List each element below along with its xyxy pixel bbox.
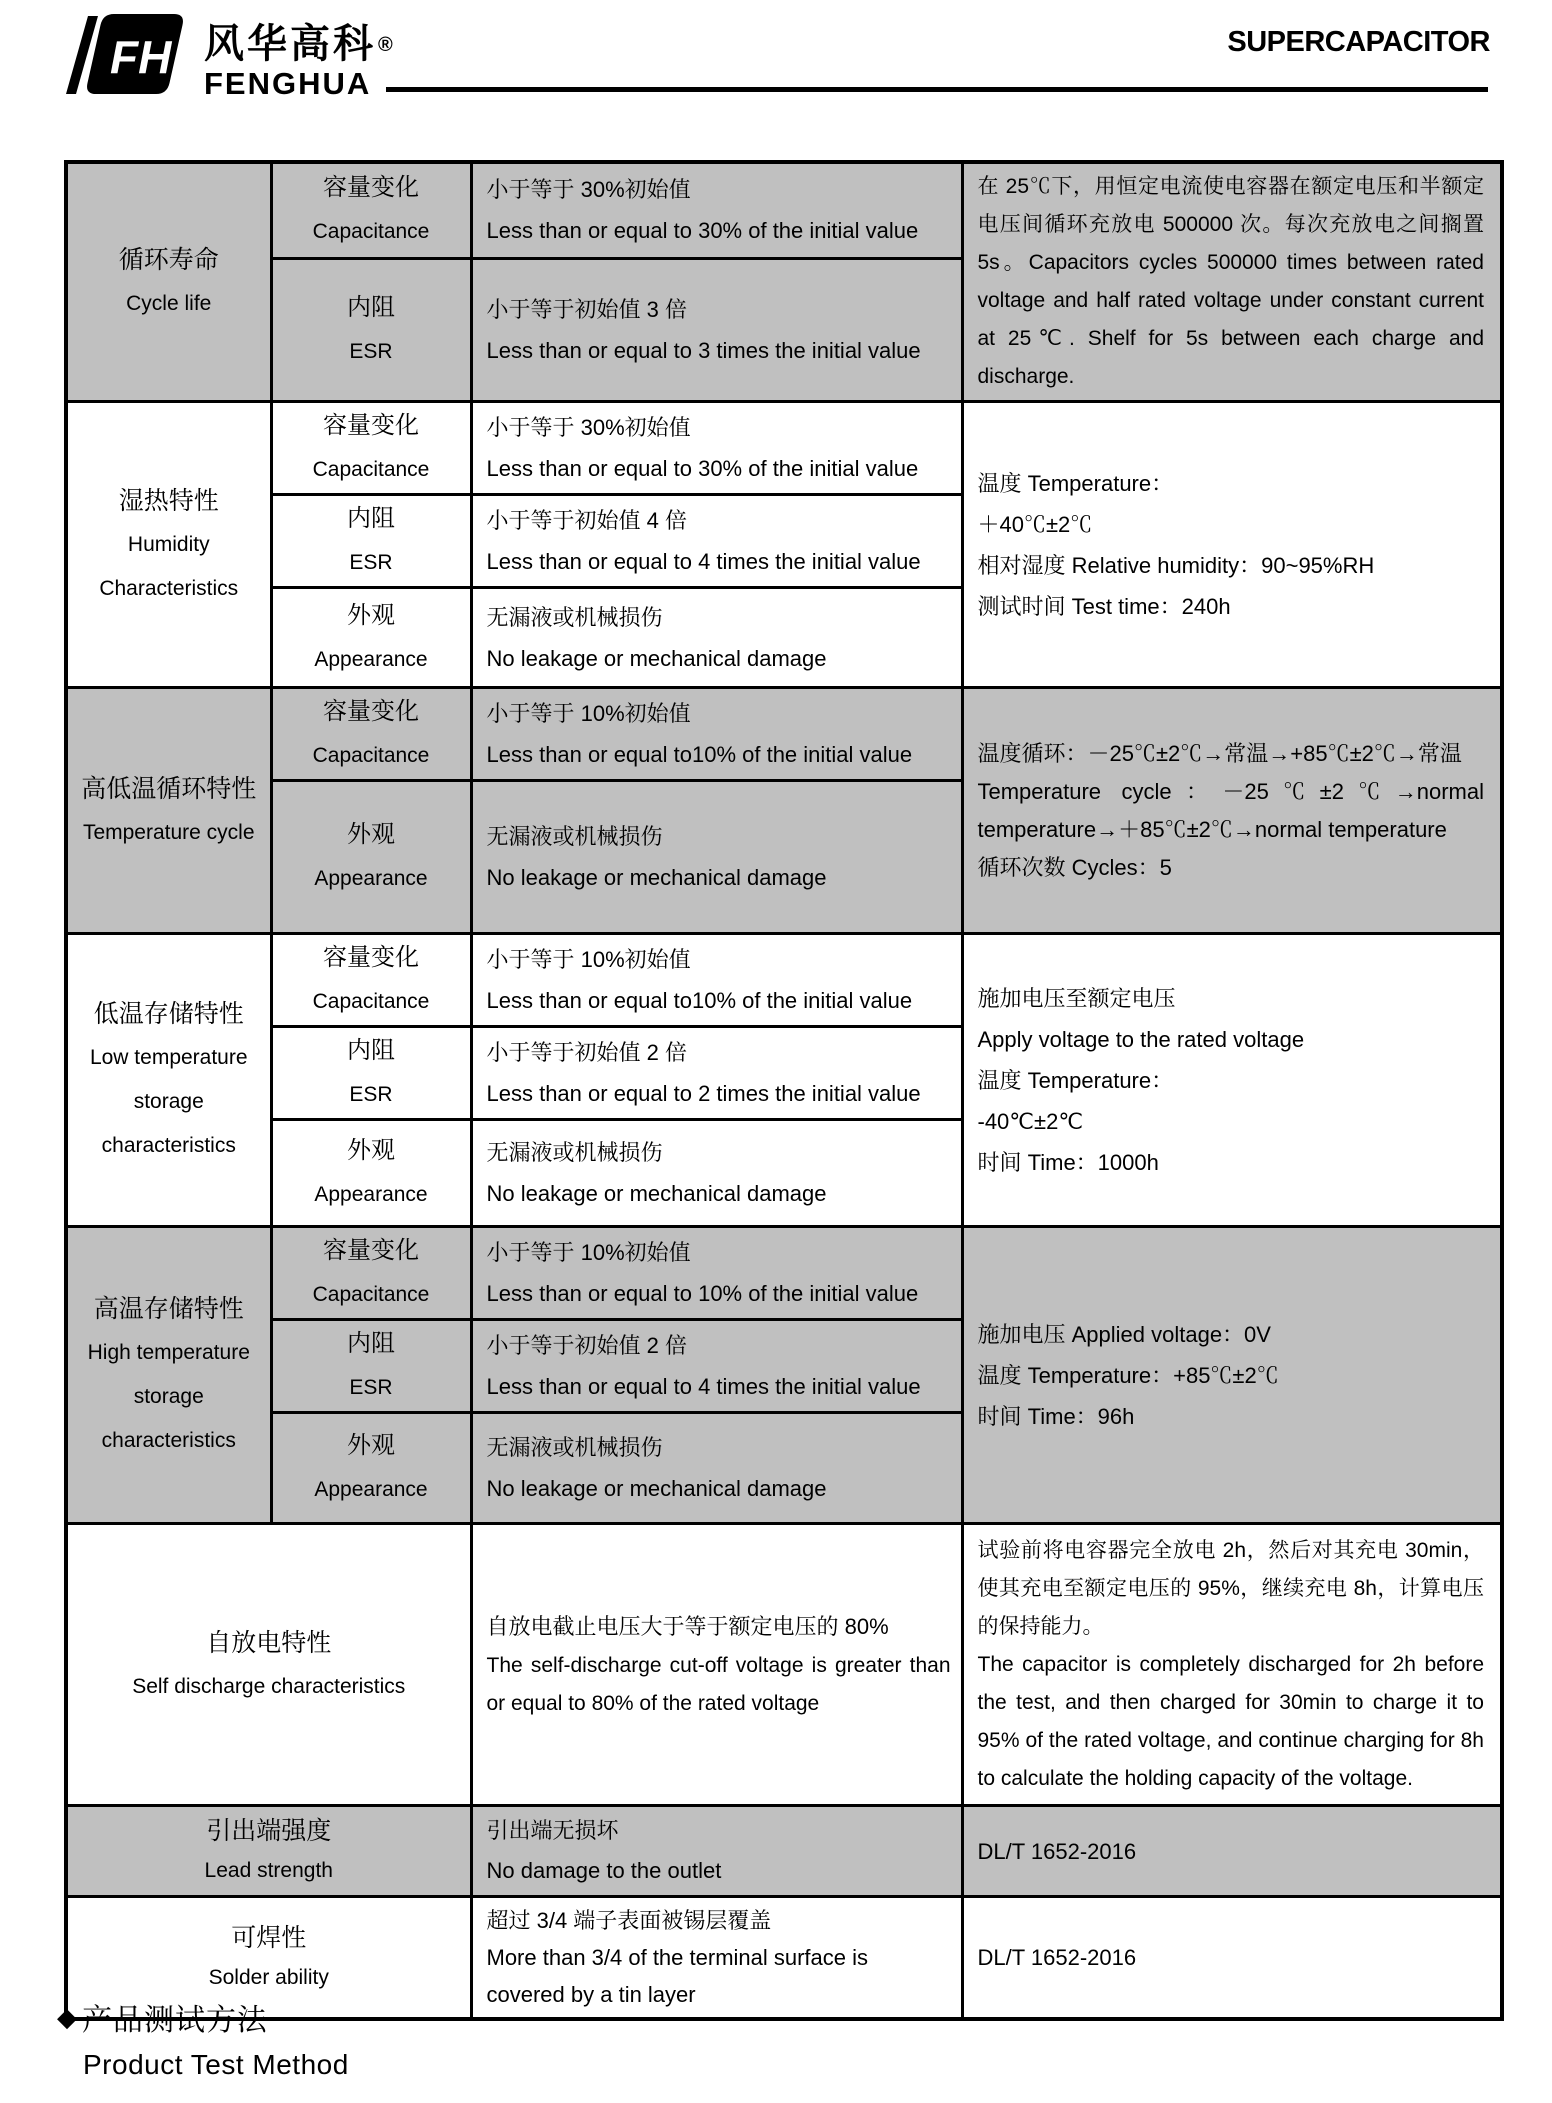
cell-test-condition: 温度 Temperature： ＋40℃±2℃ 相对湿度 Relative humidity：90~95%RH 测试时间 Test time：240h <box>962 402 1502 688</box>
cell-requirement: 小于等于 10%初始值 Less than or equal to10% of the initial value <box>471 688 962 781</box>
cell-requirement: 小于等于初始值 2 倍 Less than or equal to 2 times the initial value <box>471 1027 962 1120</box>
cell-requirement: 小于等于 30%初始值 Less than or equal to 30% of the initial value <box>471 162 962 258</box>
table-row <box>66 1227 1502 1320</box>
cell-requirement: 无漏液或机械损伤 No leakage or mechanical damage <box>471 1413 962 1524</box>
cell-sub-label: 容量变化 Capacitance <box>271 934 471 1027</box>
cell-group-name: 高温存储特性 High temperature storage characteristics <box>66 1227 271 1524</box>
cell-group-name: 低温存储特性 Low temperature storage characteristics <box>66 934 271 1227</box>
cell-test-condition: 温度循环：－25℃±2℃→常温→+85℃±2℃→常温 Temperature cycle：－25℃±2℃→normal temperature→＋85℃±2℃→normal temperature 循环次数 Cycles：5 <box>962 688 1502 934</box>
cell-sub-label: 内阻 ESR <box>271 1320 471 1413</box>
cell-test-condition: DL/T 1652-2016 <box>962 1806 1502 1897</box>
table-row <box>66 402 1502 495</box>
cell-requirement: 无漏液或机械损伤 No leakage or mechanical damage <box>471 588 962 688</box>
company-logo <box>58 6 393 102</box>
brand-text <box>204 24 393 99</box>
table-row <box>66 162 1502 258</box>
cell-sub-label: 内阻 ESR <box>271 495 471 588</box>
cell-sub-label: 内阻 ESR <box>271 1027 471 1120</box>
cell-sub-label: 容量变化 Capacitance <box>271 402 471 495</box>
cell-sub-label: 外观 Appearance <box>271 1120 471 1227</box>
cell-requirement: 小于等于初始值 3 倍 Less than or equal to 3 times the initial value <box>471 258 962 401</box>
cell-group-name: 自放电特性 Self discharge characteristics <box>66 1524 471 1806</box>
cell-group-name: 循环寿命 Cycle life <box>66 162 271 402</box>
table-row <box>66 934 1502 1027</box>
cell-requirement: 引出端无损坏 No damage to the outlet <box>471 1806 962 1897</box>
cell-requirement: 自放电截止电压大于等于额定电压的 80% The self-discharge cut-off voltage is greater than or equal to 80% of the rated voltage <box>471 1524 962 1806</box>
page-title: SUPERCAPACITOR <box>1227 26 1490 58</box>
cell-requirement: 小于等于 10%初始值 Less than or equal to10% of the initial value <box>471 934 962 1027</box>
section-title-chinese: 产品测试方法 <box>82 2004 268 2037</box>
cell-test-condition: 试验前将电容器完全放电 2h，然后对其充电 30min，使其充电至额定电压的 95%，继续充电 8h，计算电压的保持能力。 The capacitor is completely discharged for 2h before the test, and then charged for 30min to charge it to 95% of the rated voltage, and continue charging for 8h to calculate the holding capacity of the voltage. <box>962 1524 1502 1806</box>
cell-group-name: 湿热特性 Humidity Characteristics <box>66 402 271 688</box>
cell-sub-label: 外观 Appearance <box>271 781 471 934</box>
cell-test-condition: DL/T 1652-2016 <box>962 1897 1502 2020</box>
section-heading <box>57 1995 349 2081</box>
cell-requirement: 无漏液或机械损伤 No leakage or mechanical damage <box>471 781 962 934</box>
cell-group-name: 引出端强度 Lead strength <box>66 1806 471 1897</box>
cell-group-name: 可焊性 Solder ability <box>66 1897 471 2020</box>
cell-requirement: 无漏液或机械损伤 No leakage or mechanical damage <box>471 1120 962 1227</box>
cell-sub-label: 容量变化 Capacitance <box>271 162 471 258</box>
cell-sub-label: 外观 Appearance <box>271 588 471 688</box>
cell-sub-label: 外观 Appearance <box>271 1413 471 1524</box>
brand-name-chinese: 风华高科 <box>204 22 376 66</box>
cell-requirement: 小于等于初始值 2 倍 Less than or equal to 4 times the initial value <box>471 1320 962 1413</box>
cell-test-condition: 在 25℃下，用恒定电流使电容器在额定电压和半额定电压间循环充放电 500000 次。每次充放电之间搁置 5s。Capacitors cycles 500000 times between rated voltage and half rated voltage under constant current at 25℃. Shelf for 5s between each charge and discharge. <box>962 162 1502 402</box>
fenghua-logo-icon <box>58 6 190 102</box>
table-row <box>66 1524 1502 1806</box>
cell-test-condition: 施加电压 Applied voltage：0V 温度 Temperature：+85℃±2℃ 时间 Time：96h <box>962 1227 1502 1524</box>
brand-name-english: FENGHUA <box>204 66 372 101</box>
section-title-english: Product Test Method <box>83 2049 349 2080</box>
table-row <box>66 1806 1502 1897</box>
table-row <box>66 688 1502 781</box>
svg-text:FH: FH <box>110 31 172 83</box>
cell-requirement: 小于等于 30%初始值 Less than or equal to 30% of the initial value <box>471 402 962 495</box>
cell-sub-label: 容量变化 Capacitance <box>271 1227 471 1320</box>
registered-mark: ® <box>378 34 393 56</box>
cell-group-name: 高低温循环特性 Temperature cycle <box>66 688 271 934</box>
cell-requirement: 小于等于初始值 4 倍 Less than or equal to 4 times the initial value <box>471 495 962 588</box>
cell-sub-label: 容量变化 Capacitance <box>271 688 471 781</box>
cell-sub-label: 内阻 ESR <box>271 258 471 401</box>
cell-requirement: 小于等于 10%初始值 Less than or equal to 10% of the initial value <box>471 1227 962 1320</box>
cell-requirement: 超过 3/4 端子表面被锡层覆盖 More than 3/4 of the terminal surface is covered by a tin layer <box>471 1897 962 2020</box>
cell-test-condition: 施加电压至额定电压 Apply voltage to the rated voltage 温度 Temperature： -40℃±2℃ 时间 Time：1000h <box>962 934 1502 1227</box>
header-divider <box>386 87 1488 92</box>
diamond-icon: ◆ <box>57 2001 78 2032</box>
spec-table <box>64 160 1504 2021</box>
